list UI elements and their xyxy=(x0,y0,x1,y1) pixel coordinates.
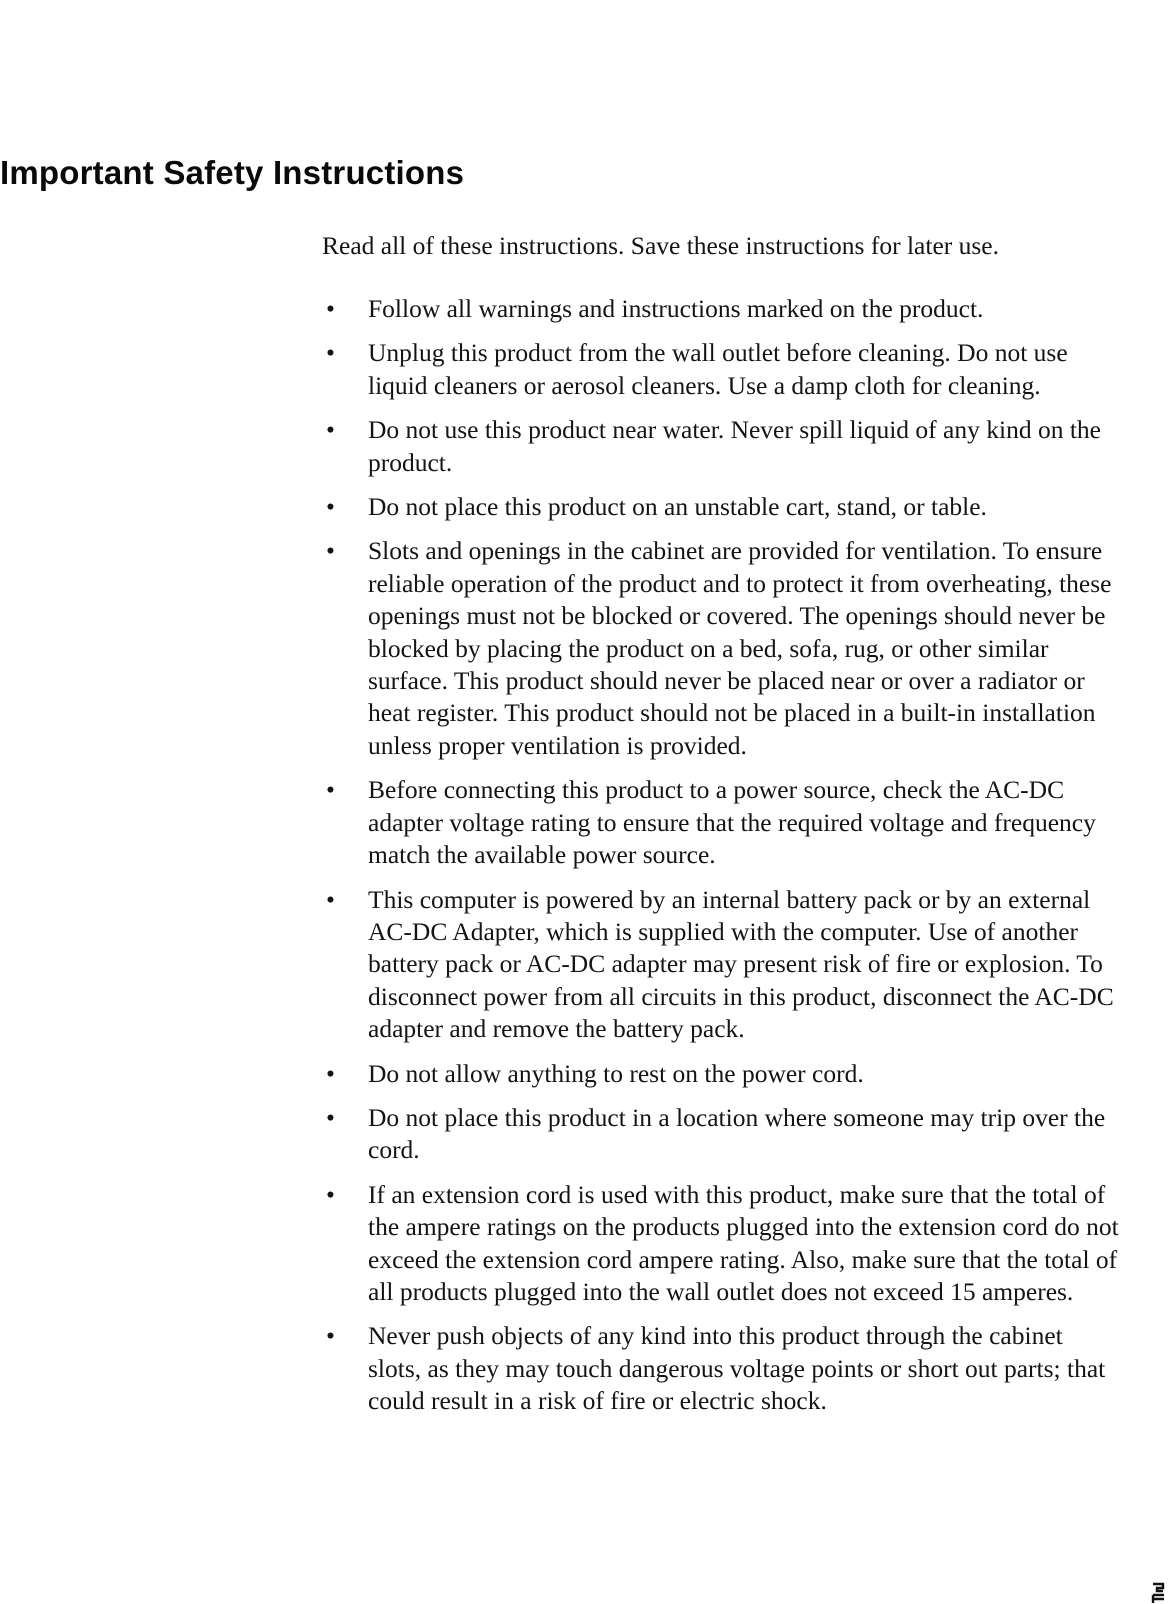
instruction-text: Follow all warnings and instructions marked on the product. xyxy=(368,294,984,323)
list-item xyxy=(322,1058,1122,1090)
list-item xyxy=(322,293,1122,325)
instruction-text: Do not place this product in a location where someone may trip over the cord. xyxy=(368,1102,1106,1165)
bullet-icon: • xyxy=(326,492,335,522)
bullet-icon: • xyxy=(326,338,335,368)
bullet-icon: • xyxy=(326,1102,335,1132)
bullet-icon: • xyxy=(326,884,335,914)
bullet-icon: • xyxy=(326,1179,335,1209)
instruction-text: Unplug this product from the wall outlet before cleaning. Do not use liquid cleaners or aerosol cleaners. Use a damp cloth for cleaning. xyxy=(368,338,1068,400)
bullet-icon: • xyxy=(326,1058,335,1088)
instruction-text: Before connecting this product to a power source, check the AC-DC adapter voltage rating to ensure that the required voltage and frequency match the available power source. xyxy=(368,775,1096,870)
intro-text: Read all of these instructions. Save these instructions for later use. xyxy=(322,231,999,260)
instruction-text: This computer is powered by an internal battery pack or by an external AC-DC Adapter, which is supplied with the computer. Use of another battery pack or AC-DC adapter may present risk of fire or explosion. To disconnect power from all circuits in this product, disconnect the AC-DC adapter and remove the battery pack. xyxy=(368,884,1114,1044)
instruction-text: Do not allow anything to rest on the power cord. xyxy=(368,1058,864,1088)
bullet-icon: • xyxy=(326,536,335,566)
bullet-icon: • xyxy=(326,1321,335,1351)
list-item xyxy=(322,535,1122,762)
page-title: Important Safety Instructions xyxy=(0,154,465,191)
list-item xyxy=(322,884,1122,1046)
instruction-text: Never push objects of any kind into this product through the cabinet slots, as they may touch dangerous voltage points or short out parts; that could result in a risk of fire or electric shock. xyxy=(368,1321,1106,1416)
list-item xyxy=(322,337,1122,402)
instruction-text: If an extension cord is used with this product, make sure that the total of the ampere ratings on the products plugged into the extension cord do not exceed the extension cord ampere rating. Also, make sure that the total of all products plugged into the wall outlet does not exceed 15 amperes. xyxy=(368,1179,1119,1306)
instruction-text: Do not use this product near water. Never spill liquid of any kind on the product. xyxy=(368,415,1101,477)
page-edge-mark-icon xyxy=(1150,1582,1170,1604)
list-item xyxy=(322,414,1122,479)
list-item xyxy=(322,491,1122,523)
list-item xyxy=(322,1320,1122,1417)
bullet-icon: • xyxy=(326,415,335,445)
list-item xyxy=(322,1102,1122,1167)
bullet-icon: • xyxy=(326,294,335,323)
instruction-text: Do not place this product on an unstable cart, stand, or table. xyxy=(368,492,987,522)
page-edge-mark-svg xyxy=(1150,1582,1170,1604)
bullet-icon: • xyxy=(326,775,335,805)
list-item xyxy=(322,774,1122,871)
instruction-text: Slots and openings in the cabinet are provided for ventilation. To ensure reliable operation of the product and to protect it from overheating, these openings must not be blocked or covered. The openings should never be blocked by placing the product on a bed, sofa, rug, or other similar surface. This product should never be placed near or over a radiator or heat register. This product should not be placed in a built-in installation unless proper ventilation is provided. xyxy=(368,536,1112,760)
safety-instruction-list xyxy=(322,293,1122,1430)
list-item xyxy=(322,1179,1122,1309)
